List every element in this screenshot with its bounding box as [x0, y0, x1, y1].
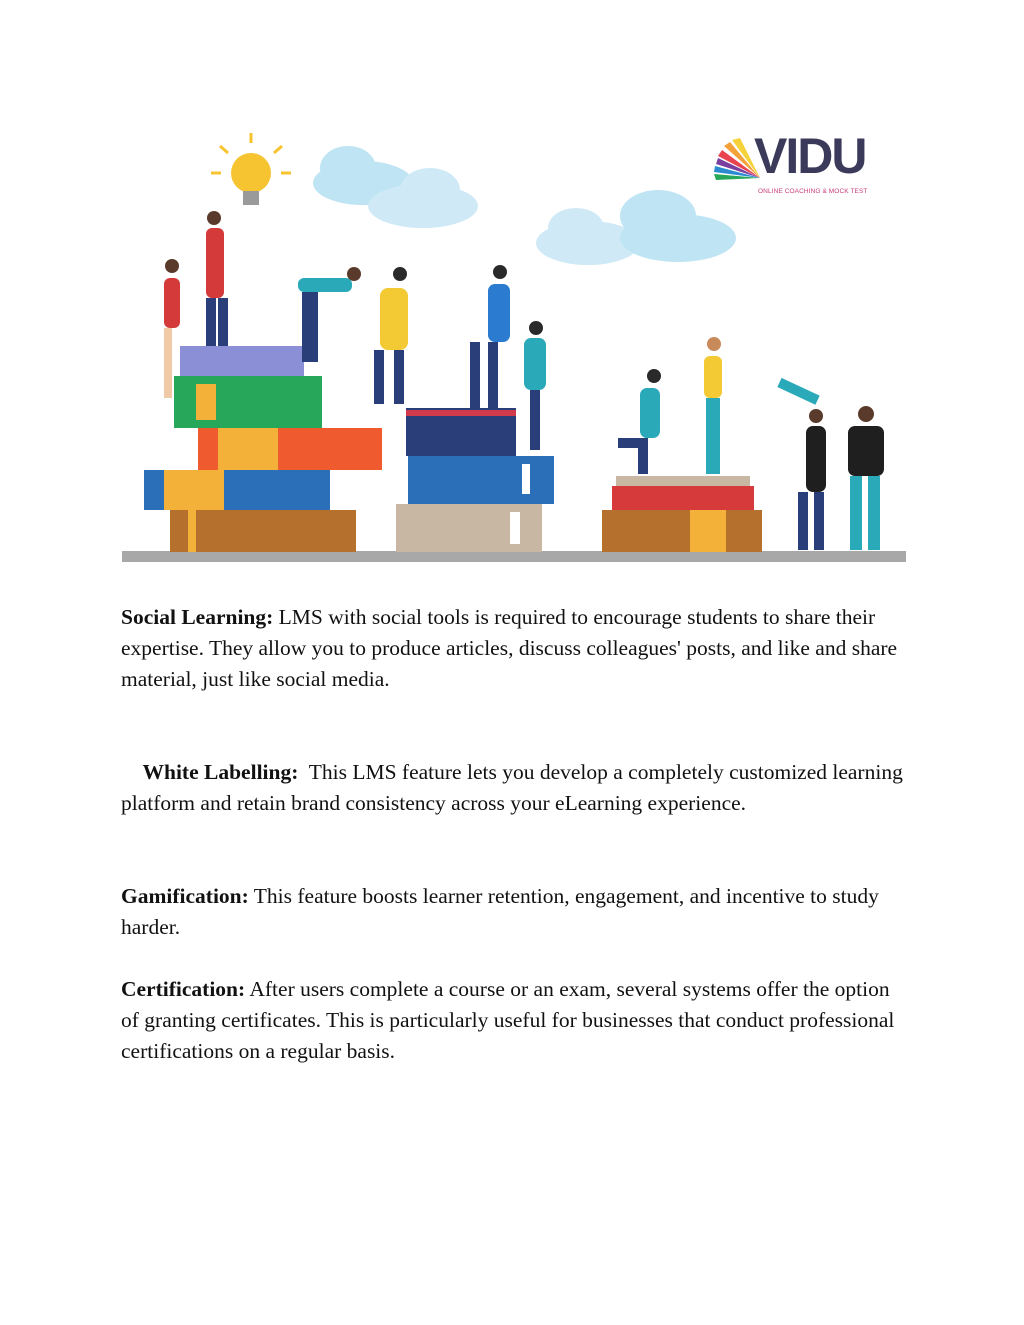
- person-figure: [704, 337, 722, 474]
- paragraph-certification: [121, 974, 911, 1067]
- person-figure: [374, 267, 408, 404]
- person-figure: [298, 267, 361, 362]
- cloud-icon: [536, 190, 736, 265]
- paragraph-social-learning: [121, 602, 911, 695]
- person-figure: [777, 378, 826, 550]
- vidu-logo: [714, 128, 890, 204]
- logo-wordmark: VIDU: [754, 128, 866, 184]
- term-label: Social Learning:: [121, 605, 274, 629]
- paragraph-text: This feature boosts learner retention, engagement, and incentive to study harder.: [121, 884, 879, 939]
- person-figure: [470, 265, 510, 408]
- book-stack-right: [602, 476, 762, 552]
- feature-list: [121, 602, 911, 1098]
- cloud-icon: [313, 146, 478, 228]
- paragraph-text: After users complete a course or an exam, several systems offer the option of granting certificates. This is particularly useful for businesses that conduct professional certifications on a regular basis.: [121, 977, 895, 1063]
- logo-tagline: ONLINE COACHING & MOCK TEST: [758, 188, 868, 195]
- paragraph-gamification: [121, 881, 911, 943]
- lightbulb-icon: [211, 133, 291, 205]
- person-figure: [848, 406, 884, 550]
- term-label: Certification:: [121, 977, 246, 1001]
- paragraph-text: This LMS feature lets you develop a completely customized learning platform and retain brand consistency across your eLearning experience.: [121, 760, 909, 815]
- person-figure: [206, 211, 228, 346]
- person-figure: [524, 321, 546, 450]
- paragraph-white-labelling: [121, 726, 911, 850]
- ground-line: [122, 551, 906, 562]
- term-label: White Labelling:: [142, 760, 299, 784]
- book-stack-left: [144, 346, 382, 552]
- person-figure: [618, 369, 661, 474]
- term-label: Gamification:: [121, 884, 249, 908]
- paragraph-text: LMS with social tools is required to encourage students to share their expertise. They allow you to produce articles, discuss colleagues' posts, and like and share material, just like social media.: [121, 605, 898, 691]
